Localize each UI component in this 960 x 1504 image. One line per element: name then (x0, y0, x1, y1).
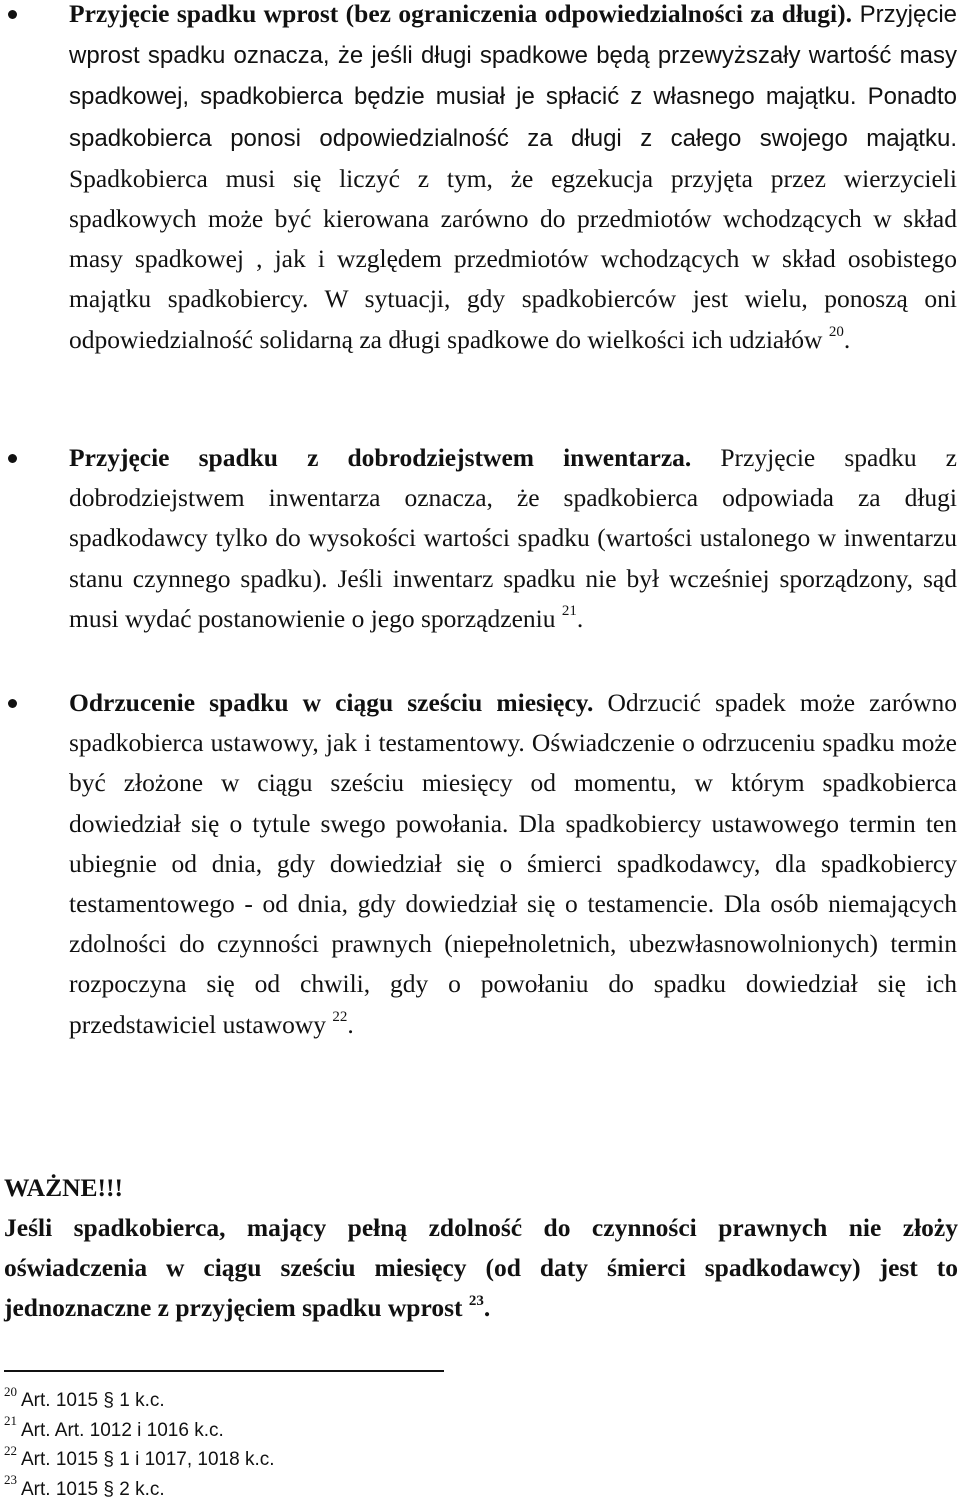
item-lead: Odrzucenie spadku w ciągu sześciu miesięcy. (69, 688, 594, 717)
footnote-text: Art. 1015 § 1 k.c. (21, 1390, 165, 1411)
footnote (4, 1413, 604, 1446)
item-text: Przyjęcie spadku z dobrodziejstwem inwentarza oznacza, że spadkobierca odpowiada za długi spadkodawcy tylko do wysokości wartości spadku (wartości ustalonego w inwentarzu stanu czynnego spadku). Jeśli inwentarz spadku nie był wcześniej sporządzony, sąd musi wydać postanowienie o jego sporządzeniu (69, 443, 957, 633)
sentence-end: . (576, 603, 584, 633)
footnote-text: Art. Art. 1012 i 1016 k.c. (21, 1419, 224, 1441)
footnote-text: Art. 1015 § 2 k.c. (21, 1478, 165, 1500)
footnote-ref[interactable]: 20 (828, 324, 844, 341)
footnote-number: 20 (4, 1383, 17, 1399)
sentence-end: . (483, 1293, 491, 1322)
item-text: Odrzucić spadek może zarówno spadkobierca ustawowy, jak i testamentowy. Oświadczenie o odrzuceniu spadku może być złożone w ciągu sześciu miesięcy od momentu, w którym spadkobierca dowiedział się o tytule swego powołania. Dla spadkobiercy ustawowego termin ten ubiegnie od dnia, gdy dowiedział się o śmierci spadkodawcy, dla spadkobiercy testamentowego - od dnia, gdy dowiedział się o testamencie. Dla osób niemających zdolności do czynności prawnych (niepełnoletnich, ubezwłasnowolnionych) termin rozpoczyna się od chwili, gdy o powołaniu do spadku dowiedział się ich przedstawiciel ustawowy (69, 688, 957, 1039)
footnote-text: Art. 1015 § 1 i 1017, 1018 k.c. (21, 1449, 275, 1470)
footnote-number: 23 (4, 1472, 17, 1488)
footnote-ref[interactable]: 23 (468, 1292, 484, 1309)
bullet-icon (8, 10, 17, 19)
bullet-icon (8, 454, 17, 463)
important-note (4, 1168, 958, 1328)
list-item (69, 0, 957, 360)
paragraph (69, 0, 957, 360)
footnotes (4, 1383, 604, 1504)
sentence-end: . (843, 324, 851, 354)
item-lead: Przyjęcie spadku z dobrodziejstwem inwentarza. (69, 443, 692, 472)
footnote (4, 1442, 604, 1475)
footnote-divider (4, 1370, 444, 1372)
footnote (4, 1472, 604, 1504)
list-item (69, 683, 957, 1045)
paragraph (69, 438, 957, 639)
item-lead: Przyjęcie spadku wprost (bez ograniczenia odpowiedzialności za długi). (69, 0, 852, 28)
footnote-number: 21 (4, 1413, 17, 1429)
important-text (4, 1208, 958, 1328)
footnote (4, 1383, 604, 1416)
footnote-ref[interactable]: 21 (561, 603, 577, 620)
sentence-end: . (347, 1009, 354, 1039)
paragraph (69, 683, 957, 1045)
important-body: Jeśli spadkobierca, mający pełną zdolność do czynności prawnych nie złoży oświadczenia w ciągu sześciu miesięcy (od daty śmierci spadkodawcy) jest to jednoznaczne z przyjęciem spadku wprost (4, 1213, 958, 1322)
footnote-ref[interactable]: 22 (332, 1009, 348, 1026)
list-item (69, 438, 957, 639)
item-text-sans: Przyjęcie wprost spadku oznacza, że jeśli długi spadkowe będą przewyższały wartość masy spadkowej, spadkobierca będzie musiał je spłacić z własnego majątku. Ponadto spadkobierca ponosi odpowiedzialność za długi z całego swojego majątku. (69, 1, 957, 152)
important-heading: WAŻNE!!! (4, 1173, 123, 1202)
footnote-number: 22 (4, 1442, 17, 1458)
item-text: Spadkobierca musi się liczyć z tym, że egzekucja przyjęta przez wierzycieli spadkowych może być kierowana zarówno do przedmiotów wchodzących w skład masy spadkowej , jak i względem przedmiotów wchodzących w skład osobistego majątku spadkobiercy. W sytuacji, gdy spadkobierców jest wielu, ponoszą oni odpowiedzialność solidarną za długi spadkowe do wielkości ich udziałów (69, 163, 957, 354)
bullet-icon (8, 699, 17, 708)
